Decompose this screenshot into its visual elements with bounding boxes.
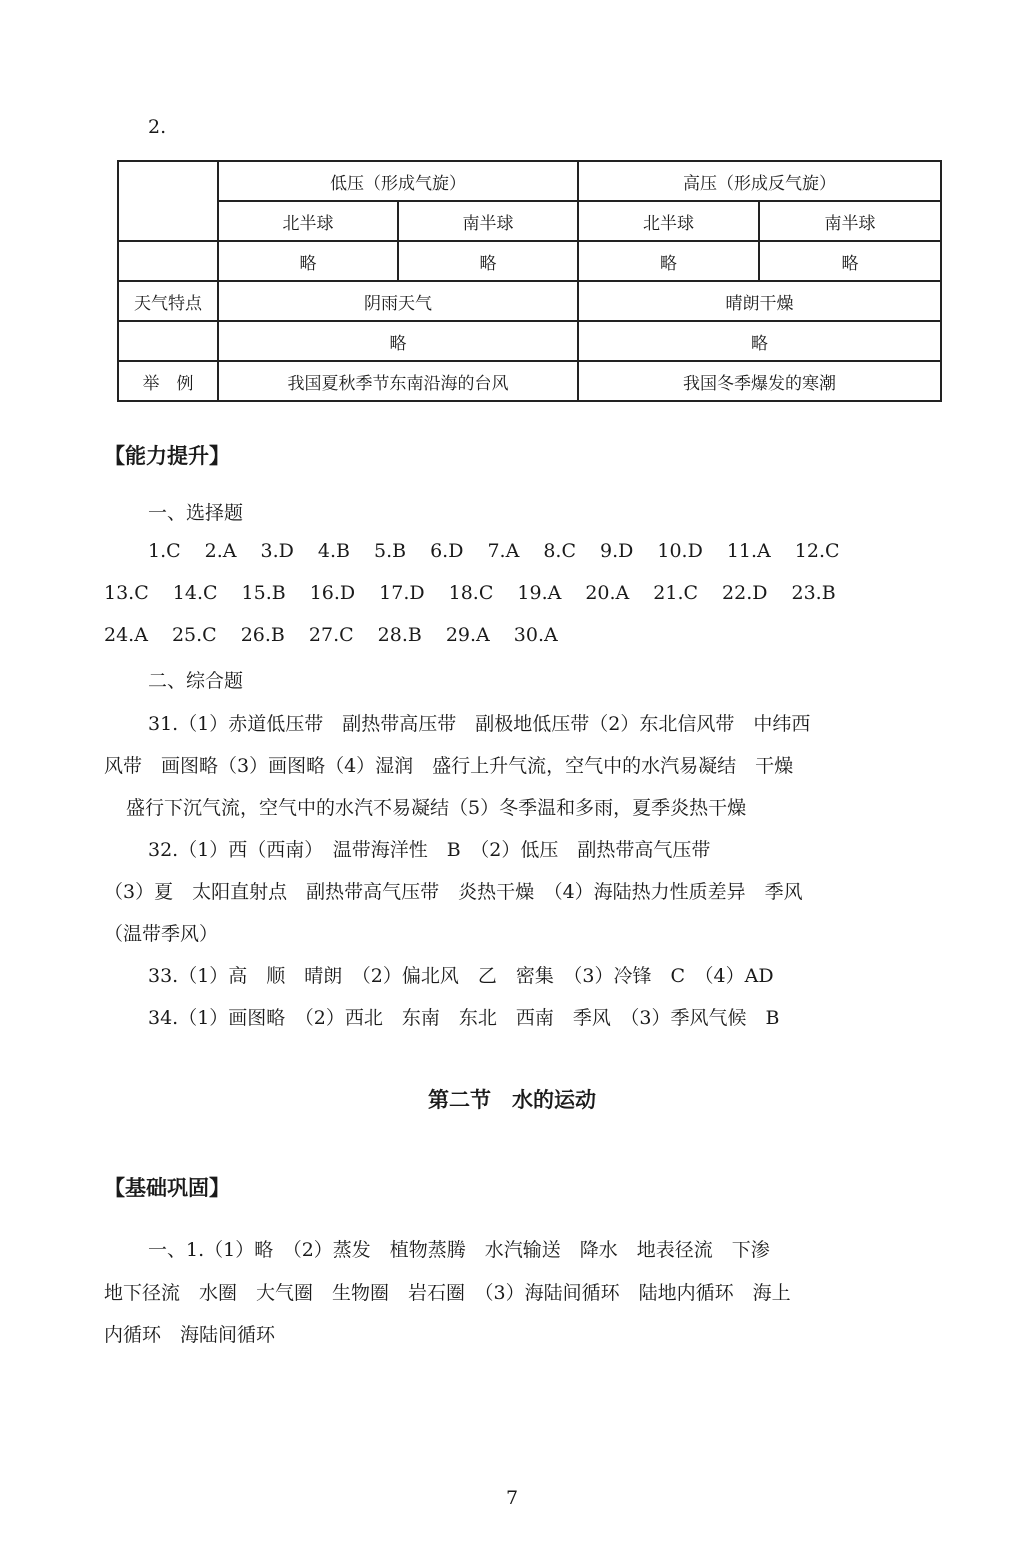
answer-item: 14.C: [172, 582, 218, 604]
table-cell: 略: [578, 321, 941, 361]
table-row: [118, 241, 941, 281]
q33-line: 33.（1）高 顺 晴朗 （2）偏北风 乙 密集 （3）冷锋 C （4）AD: [148, 965, 774, 987]
table-row: [118, 361, 941, 401]
answer-item: 11.A: [726, 540, 771, 562]
answer-item: 8.C: [543, 540, 576, 562]
table-row: [118, 281, 941, 321]
answer-item: 30.A: [513, 624, 558, 646]
table-label-empty: [118, 321, 218, 361]
header-low: 低压（形成气旋）: [218, 161, 578, 201]
hemisphere-cell: 南半球: [759, 201, 941, 241]
answer-item: 23.B: [791, 582, 836, 604]
answer-item: 2.A: [204, 540, 237, 562]
example-label: 举 例: [118, 361, 218, 401]
answer-item: 3.D: [260, 540, 294, 562]
answer-item: 6.D: [430, 540, 464, 562]
page-number: 7: [505, 1487, 519, 1509]
q31-line-3: 盛行下沉气流，空气中的水汽不易凝结（5）冬季温和多雨，夏季炎热干燥: [126, 797, 747, 819]
q32-line-1: 32.（1）西（西南） 温带海洋性 B （2）低压 副热带高气压带: [148, 839, 711, 861]
answer-item: 19.A: [517, 582, 562, 604]
hemisphere-cell: 南半球: [398, 201, 578, 241]
weather-low: 阴雨天气: [218, 281, 578, 321]
q34-line: 34.（1）画图略 （2）西北 东南 东北 西南 季风 （3）季风气候 B: [148, 1007, 780, 1029]
weather-high: 晴朗干燥: [578, 281, 941, 321]
q31-line-1: 31.（1）赤道低压带 副热带高压带 副极地低压带（2）东北信风带 中纬西: [148, 713, 811, 735]
hemisphere-cell: 北半球: [218, 201, 398, 241]
answers-row-2: [104, 582, 836, 604]
answer-item: 9.D: [600, 540, 634, 562]
table-label-empty: [118, 241, 218, 281]
section-ability: 【能力提升】: [104, 444, 230, 468]
table-corner: [118, 161, 218, 241]
part1-title: 一、选择题: [148, 502, 244, 524]
table-cell: 略: [218, 241, 398, 281]
answer-item: 25.C: [171, 624, 217, 646]
table-cell: 略: [218, 321, 578, 361]
table-row: [118, 321, 941, 361]
q32-line-3: （温带季风）: [104, 923, 219, 945]
answer-item: 12.C: [794, 540, 840, 562]
answer-item: 21.C: [653, 582, 699, 604]
answer-item: 22.D: [722, 582, 768, 604]
answer-item: 1.C: [148, 540, 181, 562]
header-high: 高压（形成反气旋）: [578, 161, 941, 201]
part2-title: 二、综合题: [148, 670, 244, 692]
answer-item: 18.C: [448, 582, 494, 604]
section2-title: 第二节 水的运动: [428, 1088, 596, 1112]
table-cell: 略: [578, 241, 759, 281]
table-row: [118, 161, 941, 201]
table-cell: 略: [759, 241, 941, 281]
hemisphere-cell: 北半球: [578, 201, 759, 241]
answer-item: 4.B: [317, 540, 350, 562]
table-row: [118, 201, 941, 241]
basic-line-2: 地下径流 水圈 大气圈 生物圈 岩石圈 （3）海陆间循环 陆地内循环 海上: [104, 1282, 791, 1304]
answer-item: 15.B: [241, 582, 286, 604]
basic-line-3: 内循环 海陆间循环: [104, 1324, 276, 1346]
answers-row-1: [148, 540, 840, 562]
q31-line-2: 风带 画图略（3）画图略（4）湿润 盛行上升气流，空气中的水汽易凝结 干燥: [104, 755, 794, 777]
answer-item: 20.A: [585, 582, 630, 604]
answer-item: 7.A: [487, 540, 520, 562]
answer-item: 26.B: [240, 624, 285, 646]
example-low: 我国夏秋季节东南沿海的台风: [218, 361, 578, 401]
example-high: 我国冬季爆发的寒潮: [578, 361, 941, 401]
item-number: 2.: [148, 116, 167, 138]
answer-item: 16.D: [309, 582, 356, 604]
answer-item: 28.B: [377, 624, 422, 646]
answer-item: 13.C: [104, 582, 149, 604]
basic-line-1: 一、1.（1）略 （2）蒸发 植物蒸腾 水汽输送 降水 地表径流 下渗: [148, 1239, 770, 1261]
weather-label: 天气特点: [118, 281, 218, 321]
answer-item: 5.B: [374, 540, 407, 562]
answer-item: 17.D: [379, 582, 425, 604]
q32-line-2: （3）夏 太阳直射点 副热带高气压带 炎热干燥 （4）海陆热力性质差异 季风: [104, 881, 803, 903]
table-cell: 略: [398, 241, 578, 281]
answer-item: 24.A: [104, 624, 148, 646]
answer-item: 29.A: [445, 624, 490, 646]
pressure-table: [117, 160, 942, 402]
section-basic: 【基础巩固】: [104, 1176, 230, 1200]
answer-item: 27.C: [308, 624, 354, 646]
answer-item: 10.D: [657, 540, 703, 562]
answers-row-3: [104, 624, 582, 646]
